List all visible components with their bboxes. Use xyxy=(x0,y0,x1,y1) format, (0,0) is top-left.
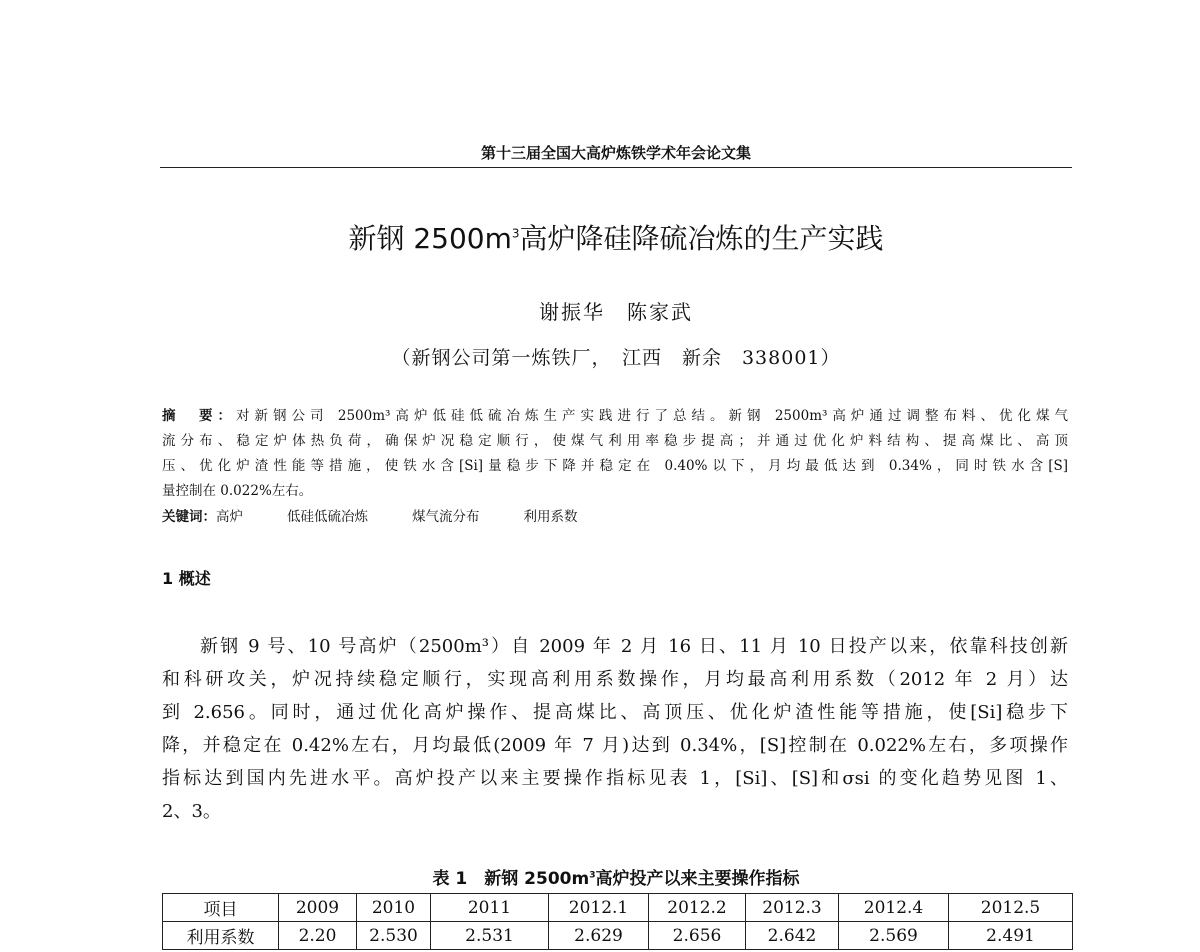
authors: 谢振华 陈家武 xyxy=(539,300,693,324)
header-rule xyxy=(160,167,1072,168)
keywords-label: 关键词： xyxy=(162,509,216,525)
body-line: 2、3。 xyxy=(162,801,221,822)
table-header-cell: 2012.3 xyxy=(746,894,839,922)
table-header-cell: 2012.2 xyxy=(649,894,746,922)
table-cell: 2.629 xyxy=(549,922,649,950)
running-head: 第十三届全国大高炉炼铁学术年会论文集 xyxy=(480,144,751,162)
keyword: 低硅低硫冶炼 xyxy=(287,509,368,525)
table-cell: 2.531 xyxy=(431,922,549,950)
title-text: 新钢 2500m xyxy=(348,222,512,255)
table-header-cell: 2011 xyxy=(431,894,549,922)
keyword: 高炉 xyxy=(216,509,243,525)
table-header-cell: 2012.5 xyxy=(949,894,1073,922)
abstract-line: 流分布、稳定炉体热负荷，确保炉况稳定顺行，使煤气利用率稳步提高；并通过优化炉料结构、提高煤比、高顶 xyxy=(162,433,1068,449)
table-header-row xyxy=(163,894,1073,922)
body-line: 降，并稳定在 0.42%左右，月均最低(2009 年 7 月)达到 0.34%，[S]控制在 0.022%左右，多项操作 xyxy=(162,735,1068,756)
abstract-text: 对新钢公司 2500m³高炉低硅低硫冶炼生产实践进行了总结。新钢 2500m³高炉通过调整布料、优化煤气 xyxy=(236,408,1068,424)
keyword: 煤气流分布 xyxy=(412,509,480,525)
paper-title xyxy=(160,217,1072,257)
title-superscript: 3 xyxy=(511,226,520,241)
table-header-cell: 项目 xyxy=(163,894,279,922)
table-cell: 2.642 xyxy=(746,922,839,950)
table-cell: 2.20 xyxy=(279,922,357,950)
body-line: 新钢 9 号、10 号高炉（2500m³）自 2009 年 2 月 16 日、11 月 10 日投产以来，依靠科技创新 xyxy=(200,636,1068,657)
table-cell: 2.530 xyxy=(357,922,431,950)
table-caption xyxy=(160,864,1072,889)
affiliation: （新钢公司第一炼铁厂， 江西 新余 338001） xyxy=(391,347,841,369)
table-header-cell: 2012.4 xyxy=(839,894,949,922)
section-heading: 1 概述 xyxy=(162,569,211,588)
abstract-line: 压、优化炉渣性能等措施，使铁水含[Si]量稳步下降并稳定在 0.40%以下，月均最低达到 0.34%，同时铁水含[S] xyxy=(162,458,1068,474)
keyword: 利用系数 xyxy=(523,509,578,525)
table-cell: 2.491 xyxy=(949,922,1073,950)
table-cell: 2.569 xyxy=(839,922,949,950)
abstract-label: 摘 要： xyxy=(162,408,237,424)
table-header-cell: 2009 xyxy=(279,894,357,922)
operation-indicators-table xyxy=(162,893,1073,950)
abstract-line: 量控制在 0.022%左右。 xyxy=(162,483,313,499)
body-line: 和科研攻关，炉况持续稳定顺行，实现高利用系数操作，月均最高利用系数（2012 年 2 月）达 xyxy=(162,669,1068,690)
abstract-line xyxy=(162,404,1068,424)
table-cell: 利用系数 xyxy=(163,922,279,950)
keywords xyxy=(162,505,622,525)
title-text-rest: 高炉降硅降硫冶炼的生产实践 xyxy=(519,222,884,255)
table-cell: 2.656 xyxy=(649,922,746,950)
body-line: 指标达到国内先进水平。高炉投产以来主要操作指标见表 1，[Si]、[S]和σsi 的变化趋势见图 1、 xyxy=(162,768,1068,789)
table-header-cell: 2012.1 xyxy=(549,894,649,922)
caption-text: 表 1 新钢 2500m xyxy=(432,869,590,889)
table-row xyxy=(163,922,1073,950)
body-line: 到 2.656。同时，通过优化高炉操作、提高煤比、高顶压、优化炉渣性能等措施，使[Si]稳步下 xyxy=(162,702,1068,723)
caption-superscript: 3 xyxy=(589,870,596,881)
caption-text-rest: 高炉投产以来主要操作指标 xyxy=(595,869,800,889)
table-header-cell: 2010 xyxy=(357,894,431,922)
